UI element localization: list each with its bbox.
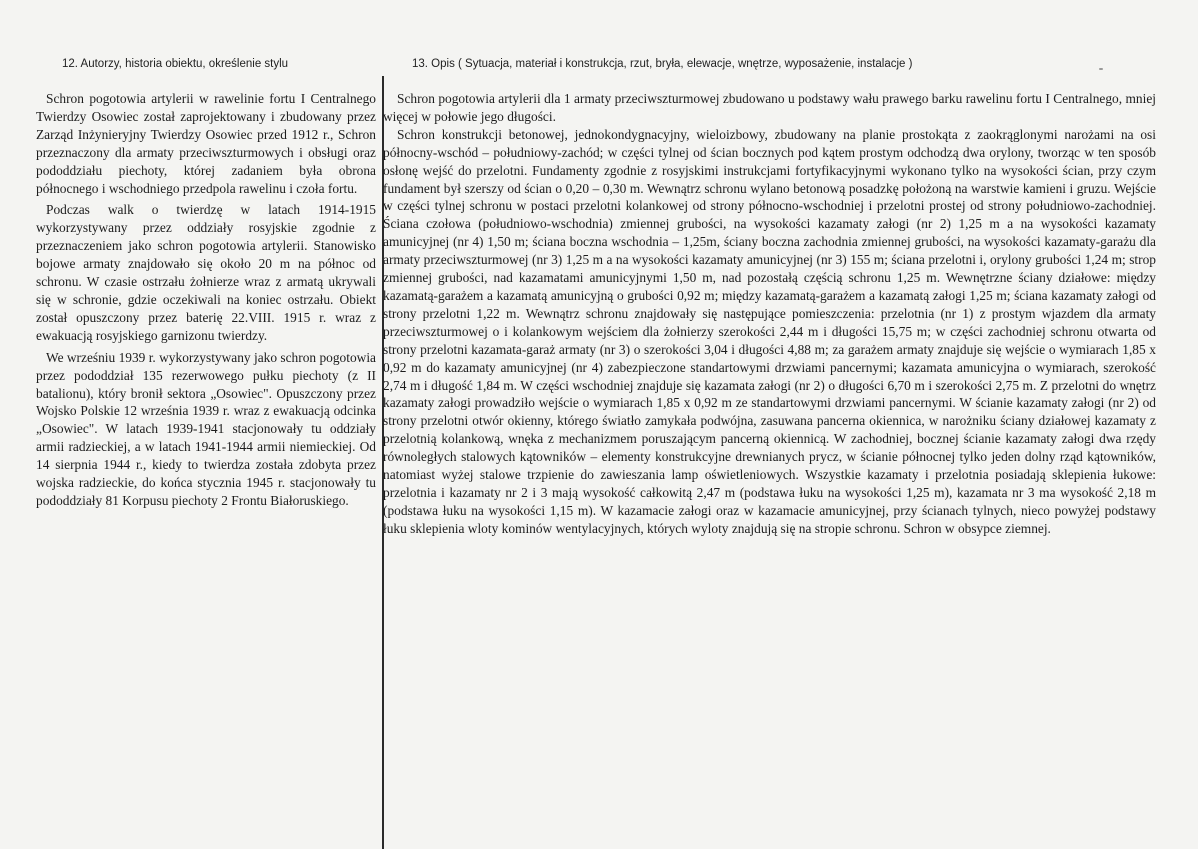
section-13-heading: 13. Opis ( Sytuacja, materiał i konstrukcja, rzut, bryła, elewacje, wnętrze, wyposażenie, instalacje ) (412, 58, 913, 70)
section-12-heading: 12. Autorzy, historia obiektu, określenie stylu (62, 58, 289, 70)
description-paragraph: Schron pogotowia artylerii dla 1 armaty przeciwszturmowej zbudowano u podstawy wału prawego barku rawelinu fortu I Centralnego, mniej więcej w połowie jego długości. (383, 91, 1156, 124)
scan-speck (1099, 68, 1103, 70)
description-column (383, 90, 1156, 538)
history-column (36, 90, 376, 514)
history-paragraph: We wrześniu 1939 r. wykorzystywany jako schron pogotowia przez pododdział 135 rezerwowego pułku piechoty (z II batalionu), który bronił sektora „Osowiec". Opuszczony przez Wojsko Polskie 12 września 1939 r. wraz z ewakuacją odcinka „Osowiec". W latach 1939-1941 stacjonowały tu oddziały armii radzieckiej, a w latach 1941-1944 armii niemieckiej. Od 14 sierpnia 1944 r., kiedy to twierdza została zdobyta przez wojska radzieckie, do końca stycznia 1945 r. stacjonowały tu pododdziały 81 Korpusu piechoty 2 Frontu Białoruskiego. (36, 349, 376, 508)
history-paragraph: Podczas walk o twierdzę w latach 1914-1915 wykorzystywany przez oddziały rosyjskie zgodnie z przeznaczeniem jako schron pogotowia artylerii. Stanowisko bojowe armaty znajdowało się około 20 m na północ od schronu. W czasie ostrzału żołnierze wraz z armatą ukrywali się w schronie, gdzie oczekiwali na koniec ostrzału. Obiekt został opuszczony przez baterię 22.VIII. 1915 r. wraz z ewakuacją rosyjskiego garnizonu twierdzy. (36, 202, 376, 343)
history-paragraph: Schron pogotowia artylerii w rawelinie fortu I Centralnego Twierdzy Osowiec został zaprojektowany i zbudowany przez Zarząd Inżynieryjny Twierdzy Osowiec przed 1912 r., Schron przeznaczony dla armaty przeciwszturmowych i obsługi oraz pododdziału piechoty, której zadaniem była obrona północnego i wschodniego przedpola rawelinu i czoła fortu. (36, 91, 376, 196)
description-paragraph: Schron konstrukcji betonowej, jednokondygnacyjny, wieloizbowy, zbudowany na planie prostokąta z zaokrąglonymi narożami na osi północny-wschód – południowy-zachód; w części tylnej od ścian bocznych pod kątem prostym odchodzą dwa orylony, tworząc w ten sposób osłonę wejść do przelotni. Fundamenty zgodnie z rosyjskimi instrukcjami fortyfikacyjnymi wykonano tylko na wysokości ścian, przy czym fundament był szerszy od ścian o 0,20 – 0,30 m. Wewnątrz schronu wylano betonową posadzkę położoną na warstwie kamieni i gruzu. Wejście w części tylnej schronu w postaci przelotni kolankowej od strony północno-wschodniej i przelotni prostej od strony południowo-zachodniej. Ściana czołowa (południowo-wschodnia) zmiennej grubości, na wysokości kazamaty załogi (nr 2) 1,25 m a na wysokości kazamaty amunicyjnej (nr 4) 1,50 m; ściana boczna wschodnia – 1,25m, ściany boczna zachodnia zmiennej grubości, na wysokości kazamaty-garażu dla armaty przeciwszturmowej (nr 3) 1,25 m a na wysokości kazamaty amunicyjnej (nr 3) 155 m; ściana przelotni i, orylony grubości 1,24 m; strop zmiennej grubości, nad kazamatami amunicyjnymi 1,50 m, nad pozostałą częścią schronu 1,25 m. Wewnętrzne ściany działowe: między kazamatą-garażem a kazamatą amunicyjną o grubości 0,92 m; między kazamatą-garażem a kazamatą załogi 1,25 m; ściana kazamaty załogi od strony przelotni 1,22 m. Wewnątrz schronu znajdowały się następujące pomieszczenia: przelotnia (nr 1) z prostym wjazdem dla armaty przeciwszturmowej o i kolankowym wejściem dla żołnierzy szerokości 2,44 m i długości 15,75 m; w części zachodniej schronu otwarta od strony przelotni kazamata-garaż armaty (nr 3) o szerokości 3,04 i długości 4,88 m; za garażem armaty znajduje się wejście o wymiarach 1,85 x 0,92 m do kazamaty amunicyjnej (nr 4) zabezpieczone standartowymi drzwiami pancernymi; kazamata amunicyjna o wymiarach, szerokość 2,74 m i długość 1,84 m. W części wschodniej znajduje się kazamata załogi (nr 2) o długości 6,70 m i szerokości 2,75 m. Z przelotni do wnętrz kazamaty załogi prowadziło wejście o wymiarach 1,85 x 0,92 m ze standartowymi drzwiami pancernymi. W ścianie kazamaty załogi (nr 2) od strony przelotni otwór okienny, którego światło zamykała podwójna, zasuwana pancerna okiennica, w narożniku ściany działowej kazamaty z przelotnią kolankową, wnęka z mechanizmem poruszającym pancerną okiennicą. W zachodniej, bocznej ścianie kazamaty załogi dwa rzędy równoległych stalowych kątowników – elementy konstrukcyjne drewnianych prycz, w ścianie północnej tylko jeden dolny rząd kątowników, natomiast wyżej stalowe trzpienie do zawieszania lamp oświetleniowych. Wszystkie kazamaty i przelotnia posiadają sklepienia łukowe: przelotnia i kazamaty nr 2 i 3 mają wysokość całkowitą 2,47 m (podstawa łuku na wysokości 1,25 m), kazamata nr 3 ma wysokość 2,18 m (podstawa łuku na wysokości 1,15 m). W kazamacie załogi oraz w kazamacie amunicyjnej, przy ścianach tylnych, nieco powyżej podstawy łuku sklepienia wloty kominów wentylacyjnych, których wyloty znajdują się na stropie schronu. Schron w obsypce ziemnej. (383, 126, 1156, 536)
